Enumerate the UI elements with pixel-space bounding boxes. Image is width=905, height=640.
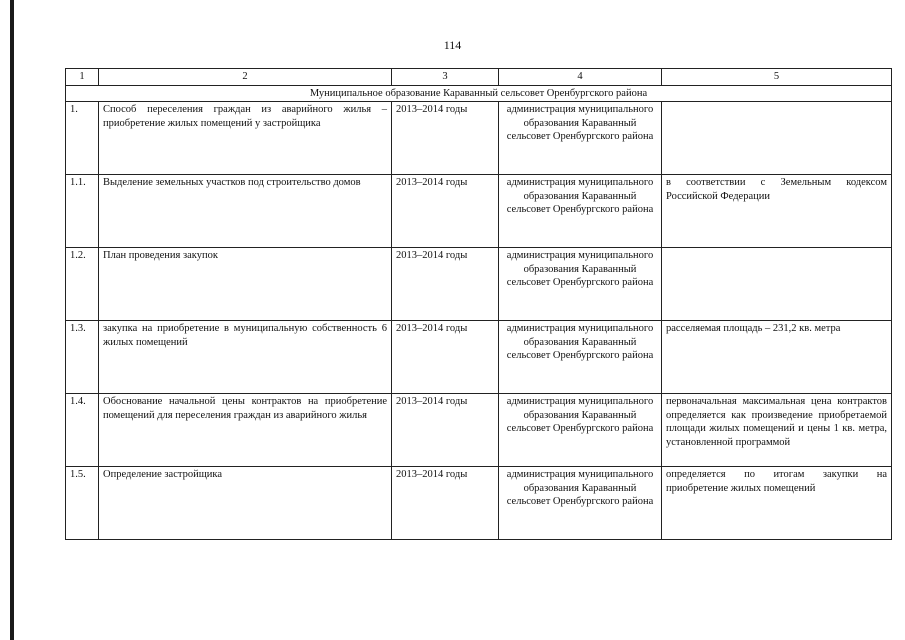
table-row	[66, 248, 892, 321]
row-action: Выделение земельных участков под строительство домов	[99, 175, 392, 248]
row-executor: администрация муниципального образования Караванный сельсовет Оренбургского района	[499, 175, 662, 248]
table-row	[66, 321, 892, 394]
row-number: 1.3.	[66, 321, 99, 394]
header-cell: 5	[662, 69, 892, 86]
row-note: первоначальная максимальная цена контрактов определяется как произведение приобретаемой площади жилых помещений и цены 1 кв. метра, установленной программой	[662, 394, 892, 467]
table-row	[66, 467, 892, 540]
header-cell: 4	[499, 69, 662, 86]
row-number: 1.5.	[66, 467, 99, 540]
row-number: 1.	[66, 102, 99, 175]
row-action: закупка на приобретение в муниципальную собственность 6 жилых помещений	[99, 321, 392, 394]
row-number: 1.4.	[66, 394, 99, 467]
row-action: Способ переселения граждан из аварийного жилья – приобретение жилых помещений у застройщика	[99, 102, 392, 175]
row-note	[662, 102, 892, 175]
program-table	[65, 68, 892, 540]
row-period: 2013–2014 годы	[392, 175, 499, 248]
header-cell: 2	[99, 69, 392, 86]
row-note	[662, 248, 892, 321]
row-action: Обоснование начальной цены контрактов на приобретение помещений для переселения граждан из аварийного жилья	[99, 394, 392, 467]
section-title: Муниципальное образование Караванный сельсовет Оренбургского района	[66, 85, 892, 102]
row-executor: администрация муниципального образования Караванный сельсовет Оренбургского района	[499, 321, 662, 394]
header-row	[66, 69, 892, 86]
row-note: расселяемая площадь – 231,2 кв. метра	[662, 321, 892, 394]
scan-edge-bar	[10, 0, 14, 640]
row-action: План проведения закупок	[99, 248, 392, 321]
row-number: 1.2.	[66, 248, 99, 321]
row-executor: администрация муниципального образования Караванный сельсовет Оренбургского района	[499, 102, 662, 175]
header-cell: 1	[66, 69, 99, 86]
row-number: 1.1.	[66, 175, 99, 248]
row-period: 2013–2014 годы	[392, 321, 499, 394]
row-action: Определение застройщика	[99, 467, 392, 540]
row-note: определяется по итогам закупки на приобретение жилых помещений	[662, 467, 892, 540]
section-row	[66, 85, 892, 102]
row-executor: администрация муниципального образования Караванный сельсовет Оренбургского района	[499, 394, 662, 467]
row-period: 2013–2014 годы	[392, 102, 499, 175]
row-period: 2013–2014 годы	[392, 467, 499, 540]
row-period: 2013–2014 годы	[392, 394, 499, 467]
row-period: 2013–2014 годы	[392, 248, 499, 321]
row-executor: администрация муниципального образования Караванный сельсовет Оренбургского района	[499, 248, 662, 321]
page-number: 114	[443, 38, 462, 52]
row-note: в соответствии с Земельным кодексом Российской Федерации	[662, 175, 892, 248]
table-row	[66, 102, 892, 175]
table-row	[66, 175, 892, 248]
row-executor: администрация муниципального образования Караванный сельсовет Оренбургского района	[499, 467, 662, 540]
header-cell: 3	[392, 69, 499, 86]
table-row	[66, 394, 892, 467]
